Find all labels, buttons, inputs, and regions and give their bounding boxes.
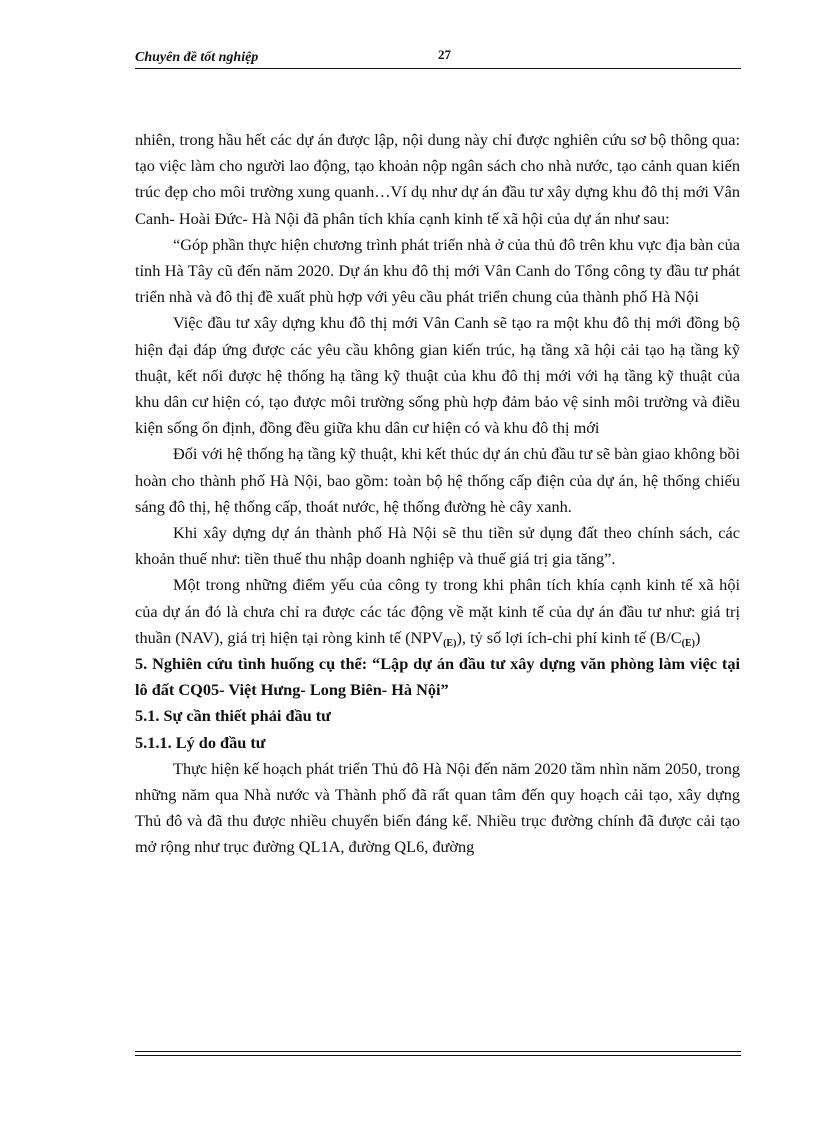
paragraph-6-text-b: ), tỷ số lợi ích-chi phí kinh tế (B/C — [456, 627, 682, 647]
paragraph-2: “Góp phần thực hiện chương trình phát triển nhà ở của thủ đô trên khu vực địa bàn của tỉnh Hà Tây cũ đến năm 2020. Dự án khu đô thị mới Vân Canh do Tổng công ty đầu tư phát triển nhà và đô thị đề xuất phù hợp với yêu cầu phát triển chung của thành phố Hà Nội — [135, 234, 740, 307]
header-title: Chuyên đề tốt nghiệp — [135, 50, 259, 65]
npv-subscript: (E) — [443, 637, 457, 649]
paragraph-6-text-c: ) — [695, 627, 701, 647]
footer-divider-bottom — [135, 1055, 741, 1056]
paragraph-4: Đối với hệ thống hạ tầng kỹ thuật, khi kết thúc dự án chủ đầu tư sẽ bàn giao không bồi hoàn cho thành phố Hà Nội, bao gồm: toàn bộ hệ thống cấp điện của dự án, hệ thống chiếu sáng đô thị, hệ thống cấp, thoát nước, hệ thống đường hè cây xanh. — [135, 444, 740, 516]
paragraph-7: Thực hiện kế hoạch phát triển Thủ đô Hà Nội đến năm 2020 tầm nhìn năm 2050, trong những năm qua Nhà nước và Thành phố đã rất quan tâm đến quy hoạch cải tạo, xây dựng Thủ đô và đã thu được nhiều chuyển biến đáng kể. Nhiều trục đường chính đã được cải tạo mở rộng như trục đường QL1A, đường QL6, đường — [135, 758, 740, 857]
paragraph-3: Việc đầu tư xây dựng khu đô thị mới Vân Canh sẽ tạo ra một khu đô thị mới đồng bộ hiện đại đáp ứng được các yêu cầu không gian kiến trúc, hạ tầng xã hội cải tạo hạ tầng kỹ thuật, kết nối được hệ thống hạ tầng kỹ thuật của khu đô thị mới với hạ tầng kỹ thuật của khu dân cư hiện có, tạo được môi trường sống phù hợp đảm bảo vệ sinh môi trường và điều kiện sống ổn định, đồng đều giữa khu dân cư hiện có và khu đô thị mới — [135, 313, 740, 438]
section-heading-5-1: 5.1. Sự cần thiết phải đầu tư — [135, 706, 331, 726]
header-divider — [135, 68, 741, 69]
paragraph-1: nhiên, trong hầu hết các dự án được lập, nội dung này chỉ được nghiên cứu sơ bộ thông qua: tạo việc làm cho người lao động, tạo khoản nộp ngân sách cho nhà nước, tạo cảnh quan kiến trúc đẹp cho môi trường xung quanh…Ví dụ như dự án đầu tư xây dựng khu đô thị mới Vân Canh- Hoài Đức- Hà Nội đã phân tích khía cạnh kinh tế xã hội của dự án như sau: — [135, 130, 740, 228]
document-body — [135, 127, 740, 861]
footer-divider-top — [135, 1051, 741, 1052]
paragraph-6 — [135, 572, 740, 651]
section-heading-5-1-1: 5.1.1. Lý do đầu tư — [135, 732, 266, 752]
paragraph-5: Khi xây dựng dự án thành phố Hà Nội sẽ thu tiền sử dụng đất theo chính sách, các khoản thuế như: tiền thuế thu nhập doanh nghiệp và thuế giá trị gia tăng”. — [135, 523, 740, 569]
bc-subscript: (E) — [681, 637, 695, 649]
paragraph-6-text-a: Một trong những điểm yếu của công ty trong khi phân tích khía cạnh kinh tế xã hội của dự án đó là chưa chỉ ra được các tác động về mặt kinh tế của dự án đầu tư như: giá trị thuần (NAV), giá trị hiện tại ròng kinh tế (NPV — [135, 575, 740, 647]
page-header — [135, 47, 740, 69]
page-number: 27 — [438, 47, 451, 62]
section-heading-5: 5. Nghiên cứu tình huống cụ thể: “Lập dự án đầu tư xây dựng văn phòng làm việc tại lô đất CQ05- Việt Hưng- Long Biên- Hà Nội” — [135, 654, 740, 700]
